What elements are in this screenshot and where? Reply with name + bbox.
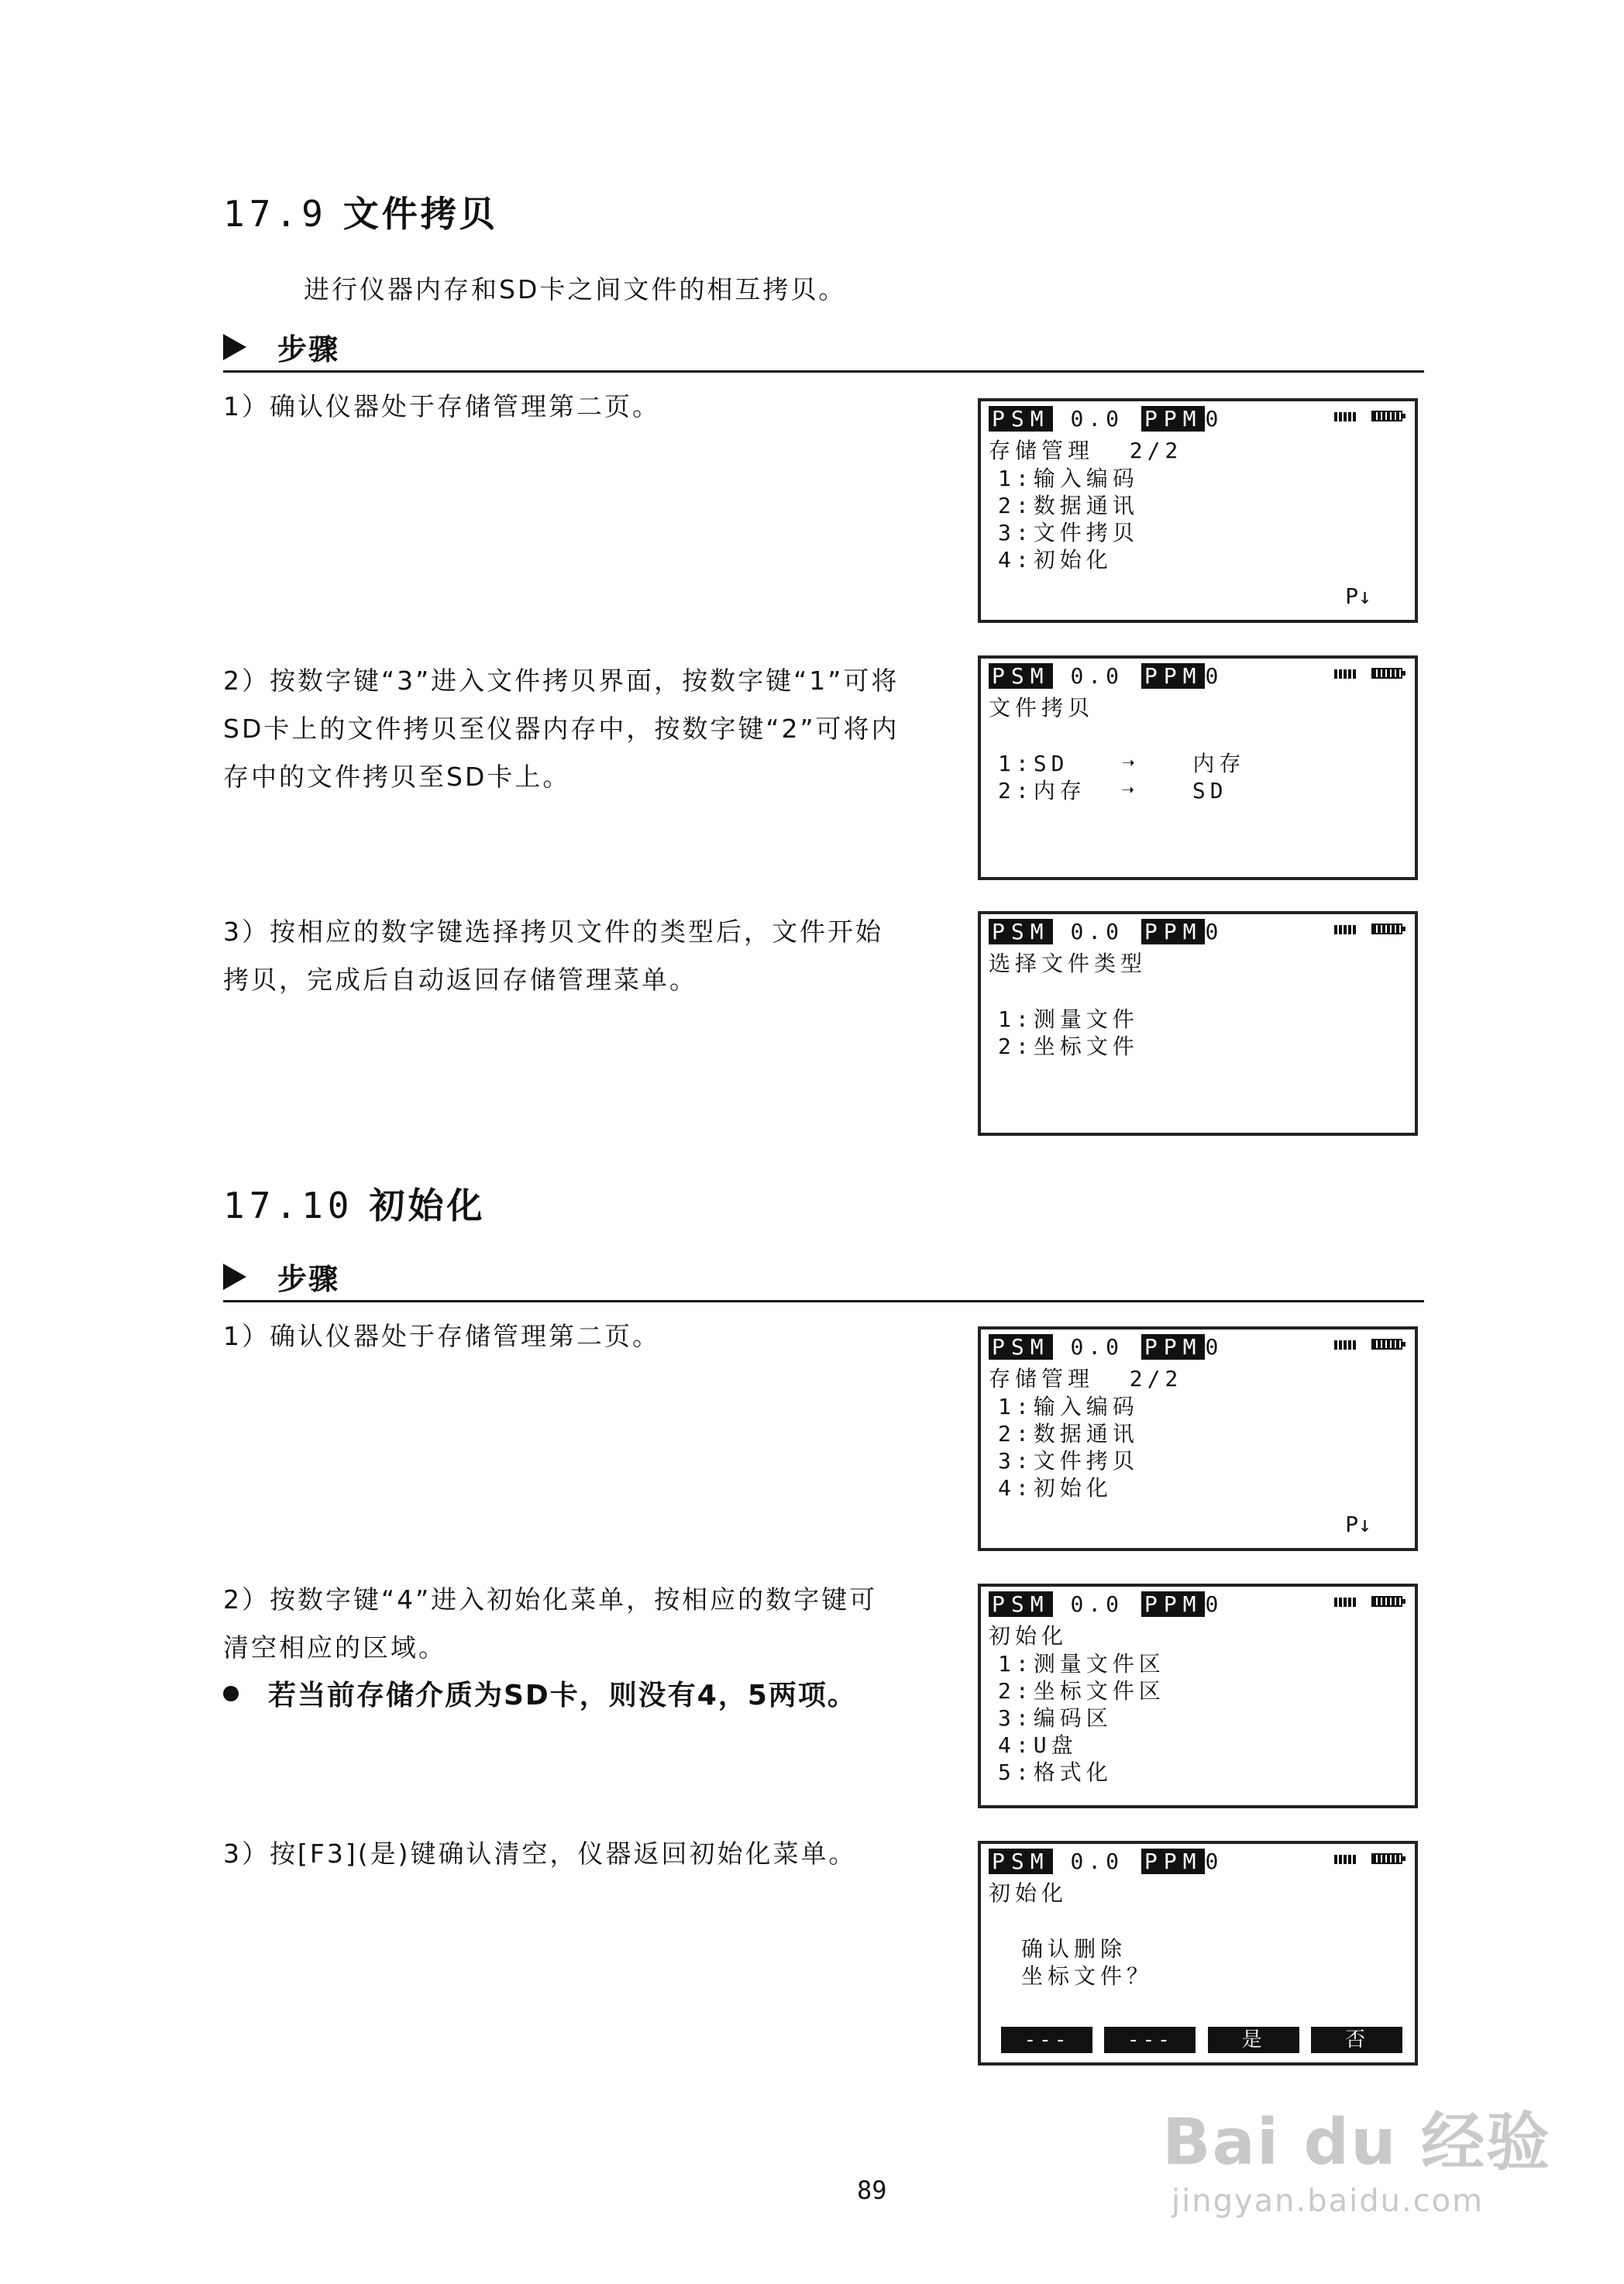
filetype-option-measurement: 1:测量文件	[998, 1006, 1139, 1032]
step-2: 2）按数字键“4”进入初始化菜单，按相应的数字键可清空相应的区域。	[223, 1584, 878, 1663]
steps-heading	[223, 1255, 339, 1298]
battery-icon	[1371, 1853, 1402, 1864]
device-screen-confirm-delete	[978, 1841, 1418, 2066]
status-bar: PSM 0.0 PPM 0	[989, 1591, 1223, 1617]
filetype-option-coordinate: 2:坐标文件	[998, 1034, 1139, 1059]
section-title-initialize	[223, 1178, 486, 1229]
menu-item-input-code: 1:输入编码	[998, 1394, 1139, 1419]
step-2: 2）按数字键“3”进入文件拷贝界面，按数字键“1”可将SD卡上的文件拷贝至仪器内存中，按数字键“2”可将内存中的文件拷贝至SD卡上。	[223, 666, 900, 792]
init-option-measurement-area: 1:测量文件区	[998, 1651, 1165, 1677]
status-bar: PSM 0.0 PPM 0	[989, 1334, 1223, 1360]
page-number: 89	[857, 2176, 887, 2205]
menu-item-file-copy: 3:文件拷贝	[998, 1448, 1139, 1474]
bullet-icon	[223, 1686, 239, 1701]
menu-item-initialize: 4:初始化	[998, 547, 1113, 573]
screen-title: 初始化	[989, 1623, 1068, 1649]
divider	[223, 370, 1424, 373]
screen-title: 文件拷贝	[989, 695, 1095, 721]
status-bar: PSM 0.0 PPM 0	[989, 919, 1223, 944]
section-title-text: 文件拷贝	[342, 193, 498, 235]
screen-title: 存储管理 2/2	[989, 438, 1183, 463]
copy-option-sd-to-memory: 1:SD ➝ 内存	[998, 751, 1246, 776]
steps-heading-label: 步骤	[277, 1262, 340, 1296]
step-1: 1）确认仪器处于存储管理第二页。	[223, 1321, 660, 1351]
section-title-file-copy	[223, 186, 498, 237]
page-down-indicator: P↓	[1345, 1512, 1371, 1537]
init-option-code-area: 3:编码区	[998, 1705, 1113, 1731]
softkey-f2: ---	[1104, 2027, 1196, 2053]
init-option-format: 5:格式化	[998, 1759, 1113, 1785]
menu-item-file-copy: 3:文件拷贝	[998, 520, 1139, 545]
battery-icon	[1371, 411, 1402, 421]
step-1: 1）确认仪器处于存储管理第二页。	[223, 391, 660, 421]
note	[217, 1673, 857, 1713]
signal-icon	[1334, 925, 1357, 934]
softkey-f1: ---	[1001, 2027, 1092, 2053]
section-number: 17.9	[223, 193, 328, 235]
section-number: 17.10	[223, 1185, 354, 1226]
play-triangle-icon	[223, 334, 246, 360]
softkey-f3-yes: 是	[1208, 2027, 1299, 2053]
signal-icon	[1334, 412, 1357, 421]
battery-icon	[1371, 1596, 1402, 1607]
signal-icon	[1334, 1340, 1357, 1350]
menu-item-initialize: 4:初始化	[998, 1475, 1113, 1501]
device-screen-file-copy	[978, 655, 1418, 880]
device-screen-file-type	[978, 911, 1418, 1136]
confirm-message-line-1: 确认删除	[1021, 1936, 1127, 1962]
battery-icon	[1371, 924, 1402, 934]
screen-title: 存储管理 2/2	[989, 1366, 1183, 1391]
init-option-u-disk: 4:U盘	[998, 1732, 1078, 1758]
step-3: 3）按[F3](是)键确认清空，仪器返回初始化菜单。	[223, 1839, 857, 1869]
page-down-indicator: P↓	[1345, 583, 1371, 609]
softkey-bar	[1001, 2027, 1402, 2053]
menu-item-data-comm: 2:数据通讯	[998, 1421, 1139, 1446]
menu-item-input-code: 1:输入编码	[998, 466, 1139, 491]
device-screen-storage-menu	[978, 1326, 1418, 1551]
section-title-text: 初始化	[369, 1185, 486, 1226]
status-bar: PSM 0.0 PPM 0	[989, 1849, 1223, 1874]
status-bar: PSM 0.0 PPM 0	[989, 406, 1223, 432]
steps-heading	[223, 325, 339, 368]
play-triangle-icon	[223, 1264, 246, 1290]
menu-item-data-comm: 2:数据通讯	[998, 493, 1139, 518]
steps-heading-label: 步骤	[277, 332, 340, 366]
screen-title: 选择文件类型	[989, 951, 1147, 976]
init-option-coordinate-area: 2:坐标文件区	[998, 1678, 1165, 1704]
watermark-brand: Bai du 经验	[1162, 2106, 1552, 2179]
divider	[223, 1300, 1424, 1302]
status-bar: PSM 0.0 PPM 0	[989, 663, 1223, 689]
battery-icon	[1371, 668, 1402, 679]
note-text: 若当前存储介质为SD卡，则没有4，5两项。	[268, 1680, 857, 1711]
copy-option-memory-to-sd: 2:内存 ➝ SD	[998, 778, 1228, 803]
signal-icon	[1334, 669, 1357, 679]
softkey-f4-no: 否	[1311, 2027, 1402, 2053]
device-screen-initialize	[978, 1584, 1418, 1808]
step-3: 3）按相应的数字键选择拷贝文件的类型后，文件开始拷贝，完成后自动返回存储管理菜单。	[223, 917, 883, 995]
watermark-url: jingyan.baidu.com	[1172, 2183, 1485, 2219]
signal-icon	[1334, 1855, 1357, 1864]
signal-icon	[1334, 1598, 1357, 1607]
device-screen-storage-menu	[978, 398, 1418, 623]
section-intro: 进行仪器内存和SD卡之间文件的相互拷贝。	[304, 274, 847, 304]
confirm-message-line-2: 坐标文件？	[1021, 1963, 1154, 1989]
screen-title: 初始化	[989, 1880, 1068, 1906]
battery-icon	[1371, 1339, 1402, 1350]
